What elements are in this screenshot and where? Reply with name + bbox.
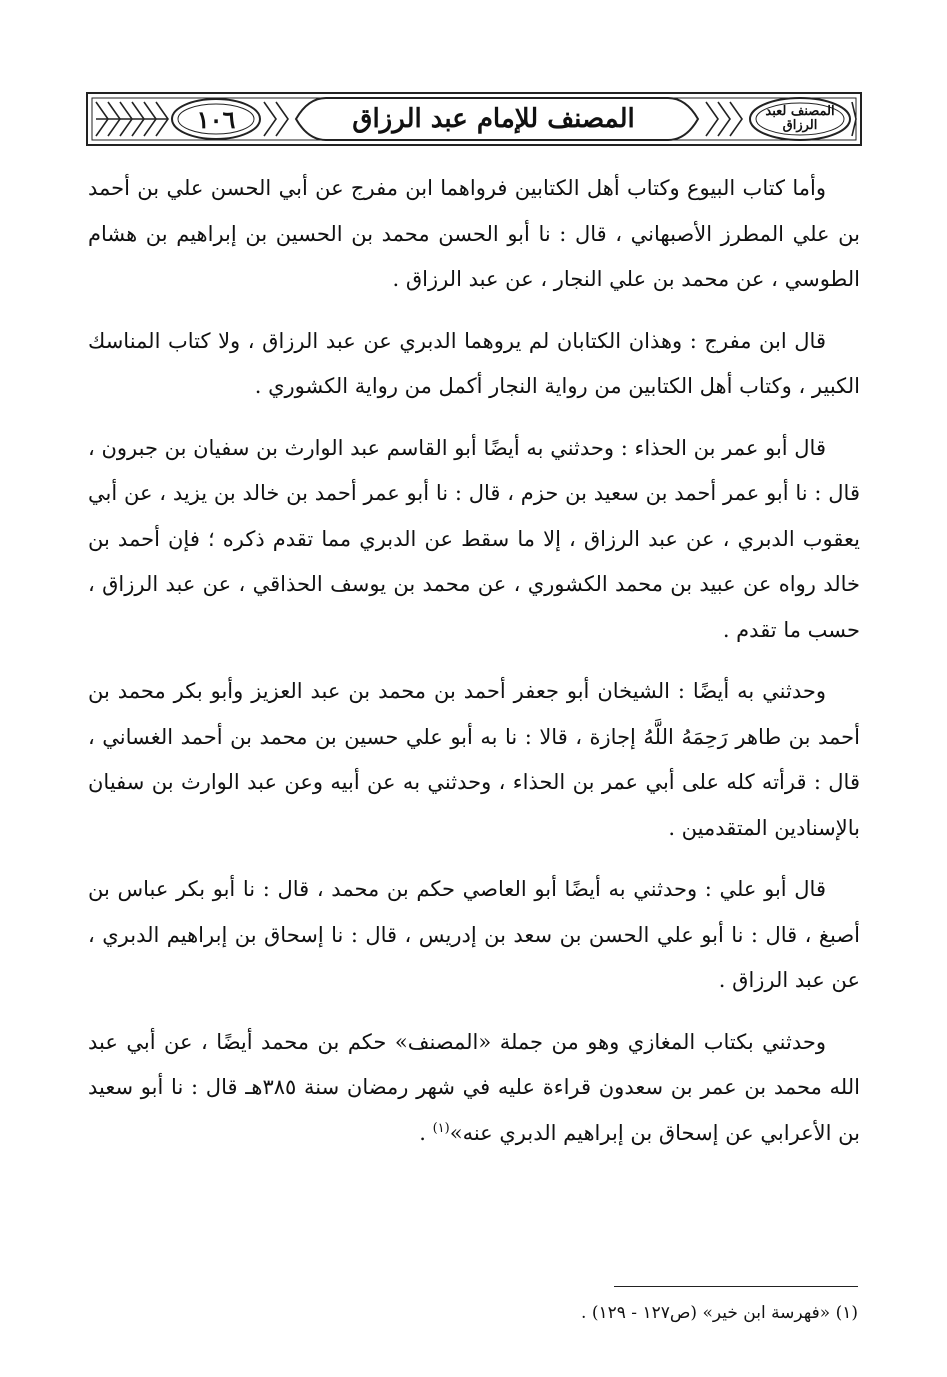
footnote-reference[interactable]: (١): [432, 1120, 450, 1136]
footnote-divider: [614, 1286, 858, 1287]
paragraph-text: وحدثني بكتاب المغازي وهو من جملة «المصنف» حكم بن محمد أيضًا ، عن أبي عبد الله محمد بن عمر بن سعدون قراءة عليه في شهر رمضان سنة ٣٨٥هـ قال : نا أبو سعيد بن الأعرابي عن إسحاق بن إبراهيم الدبري عنه»: [88, 1029, 860, 1145]
paragraph: قال ابن مفرج : وهذان الكتابان لم يروهما الدبري عن عبد الرزاق ، ولا كتاب المناسك الكبير ، وكتاب أهل الكتابين من رواية النجار أكمل من رواية الكشوري .: [88, 328, 860, 398]
paragraph: وحدثني به أيضًا : الشيخان أبو جعفر أحمد بن محمد بن عبد العزيز وأبو بكر محمد بن أحمد بن طاهر رَحِمَهُ اللَّهُ إجازة ، قالا : نا به أبو علي حسين بن محمد بن أحمد الغساني ، قال : قرأته كله على أبي عمر بن الحذاء ، وحدثني به عن أبيه وعن عبد الوارث بن سفيان بالإسنادين المتقدمين .: [88, 679, 860, 840]
book-seal-logo: المصنف لعبد الرزاق: [765, 104, 835, 133]
page-number: ١٠٦: [196, 104, 236, 134]
paragraph: قال أبو عمر بن الحذاء : وحدثني به أيضًا أبو القاسم عبد الوارث بن سفيان بن جبرون ، قال : نا أبو عمر أحمد بن سعيد بن حزم ، قال : نا أبو عمر أحمد بن خالد بن يزيد ، عن أبي يعقوب الدبري ، عن عبد الرزاق ، إلا ما سقط عن الدبري مما تقدم ذكره ؛ فإن أحمد بن خالد رواه عن عبيد بن محمد الكشوري ، عن محمد بن يوسف الحذاقي ، عن عبد الرزاق ، حسب ما تقدم .: [88, 435, 860, 642]
main-text: [88, 166, 860, 1172]
running-title: المصنف للإمام عبد الرزاق: [352, 104, 635, 134]
page-header: [86, 92, 862, 146]
paragraph-last: [88, 1020, 860, 1157]
paragraph: وأما كتاب البيوع وكتاب أهل الكتابين فرواهما ابن مفرج عن أبي الحسن علي بن أحمد بن علي المطرز الأصبهاني ، قال : نا أبو الحسن محمد بن الحسين بن إبراهيم بن هشام الطوسي ، عن محمد بن علي النجار ، عن عبد الرزاق .: [88, 176, 860, 291]
paragraph-end: .: [419, 1120, 433, 1145]
paragraph: قال أبو علي : وحدثني به أيضًا أبو العاصي حكم بن محمد ، قال : نا أبو بكر عباس بن أصبغ ، قال : نا أبو علي الحسن بن سعد بن إدريس ، قال : نا إسحاق بن إبراهيم الدبري ، عن عبد الرزاق .: [88, 877, 860, 992]
footnote: (١) «فهرسة ابن خير» (ص١٢٧ - ١٢٩) .: [581, 1303, 858, 1323]
